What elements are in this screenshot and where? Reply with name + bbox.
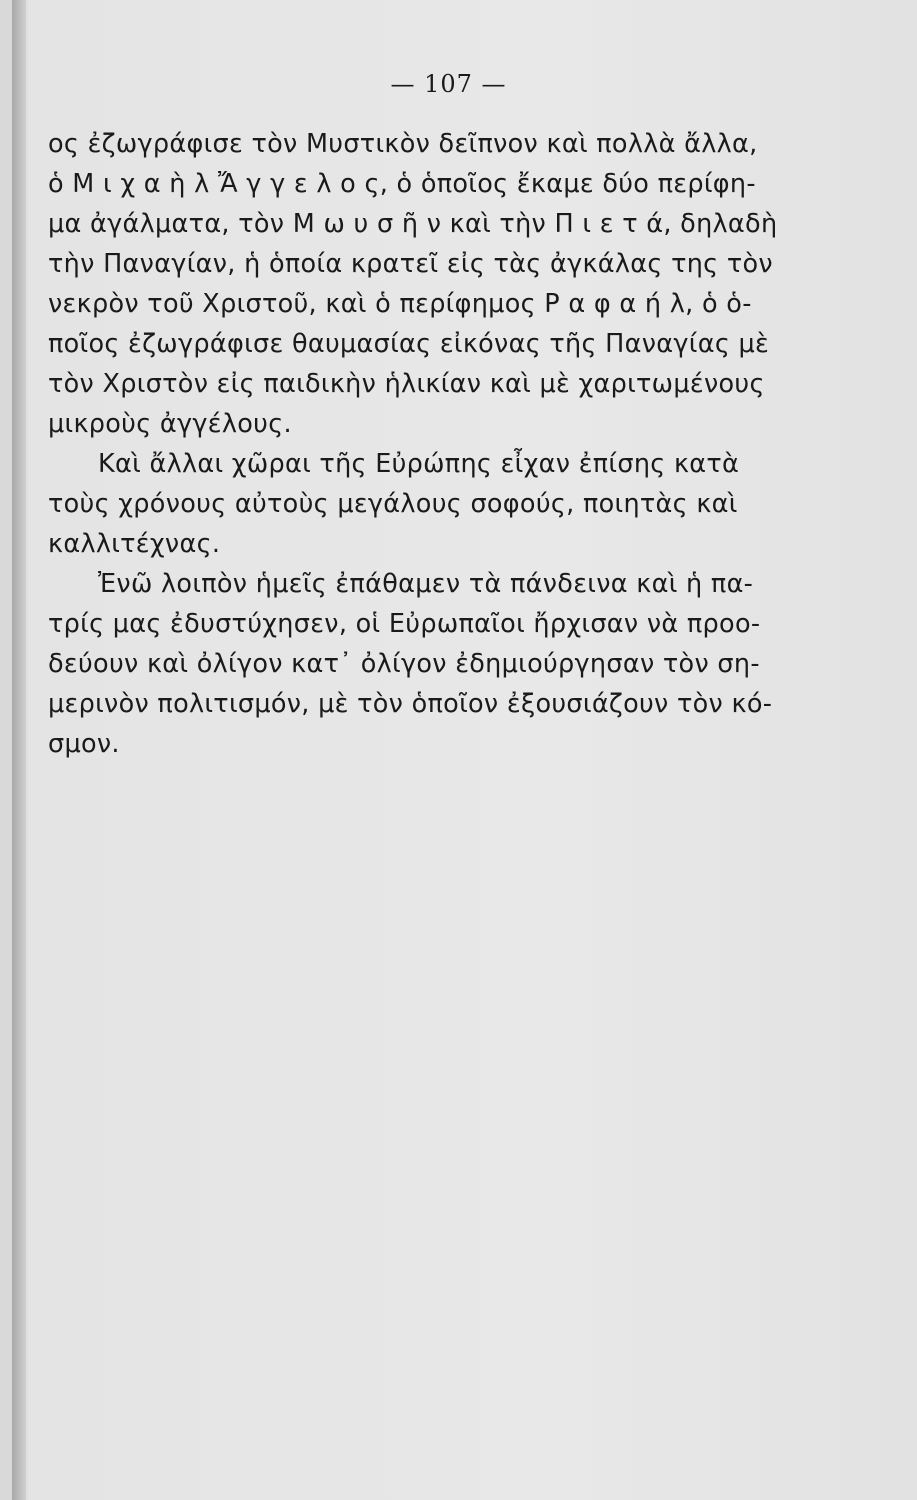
page-number: — 107 —: [390, 70, 507, 98]
text-line: μικροὺς ἀγγέλους.: [48, 409, 292, 439]
text-line: τὸν Χριστὸν εἰς παιδικὴν ἡλικίαν καὶ μὲ χαριτωμένους: [48, 369, 765, 399]
paragraph-1: [48, 124, 820, 444]
page-gutter-edge: [12, 0, 26, 1500]
paragraph-2: [48, 444, 820, 564]
text-line: σμον.: [48, 729, 120, 759]
text-line: δεύουν καὶ ὀλίγον κατ᾽ ὀλίγον ἐδημιούργησαν τὸν ση-: [48, 649, 760, 679]
text-line: ποῖος ἐζωγράφισε θαυμασίας εἰκόνας τῆς Παναγίας μὲ: [48, 329, 770, 359]
text-line: τρίς μας ἐδυστύχησεν, οἱ Εὐρωπαῖοι ἤρχισαν νὰ προο-: [48, 609, 761, 639]
text-line: ὁ Μ ι χ α ὴ λ Ἄ γ γ ε λ ο ς, ὁ ὁποῖος ἔκαμε δύο περίφη-: [48, 169, 756, 199]
body-text: [48, 124, 820, 764]
book-page: [12, 0, 917, 1500]
text-line: Ἐνῶ λοιπὸν ἡμεῖς ἐπάθαμεν τὰ πάνδεινα καὶ ἡ πα-: [98, 569, 754, 599]
text-line: τοὺς χρόνους αὐτοὺς μεγάλους σοφούς, ποιητὰς καὶ: [48, 489, 738, 519]
text-line: Καὶ ἄλλαι χῶραι τῆς Εὐρώπης εἶχαν ἐπίσης κατὰ: [98, 449, 740, 479]
text-line: μερινὸν πολιτισμόν, μὲ τὸν ὁποῖον ἐξουσιάζουν τὸν κό-: [48, 689, 773, 719]
paragraph-3: [48, 564, 820, 764]
text-line: ος ἐζωγράφισε τὸν Μυστικὸν δεῖπνον καὶ πολλὰ ἄλλα,: [48, 129, 758, 159]
text-line: καλλιτέχνας.: [48, 529, 221, 559]
text-line: μα ἀγάλματα, τὸν Μ ω υ σ ῆ ν καὶ τὴν Π ι ε τ ά, δηλαδὴ: [48, 209, 778, 239]
text-line: νεκρὸν τοῦ Χριστοῦ, καὶ ὁ περίφημος Ρ α φ α ή λ, ὁ ὁ-: [48, 289, 752, 319]
text-line: τὴν Παναγίαν, ἡ ὁποία κρατεῖ εἰς τὰς ἀγκάλας της τὸν: [48, 249, 773, 279]
